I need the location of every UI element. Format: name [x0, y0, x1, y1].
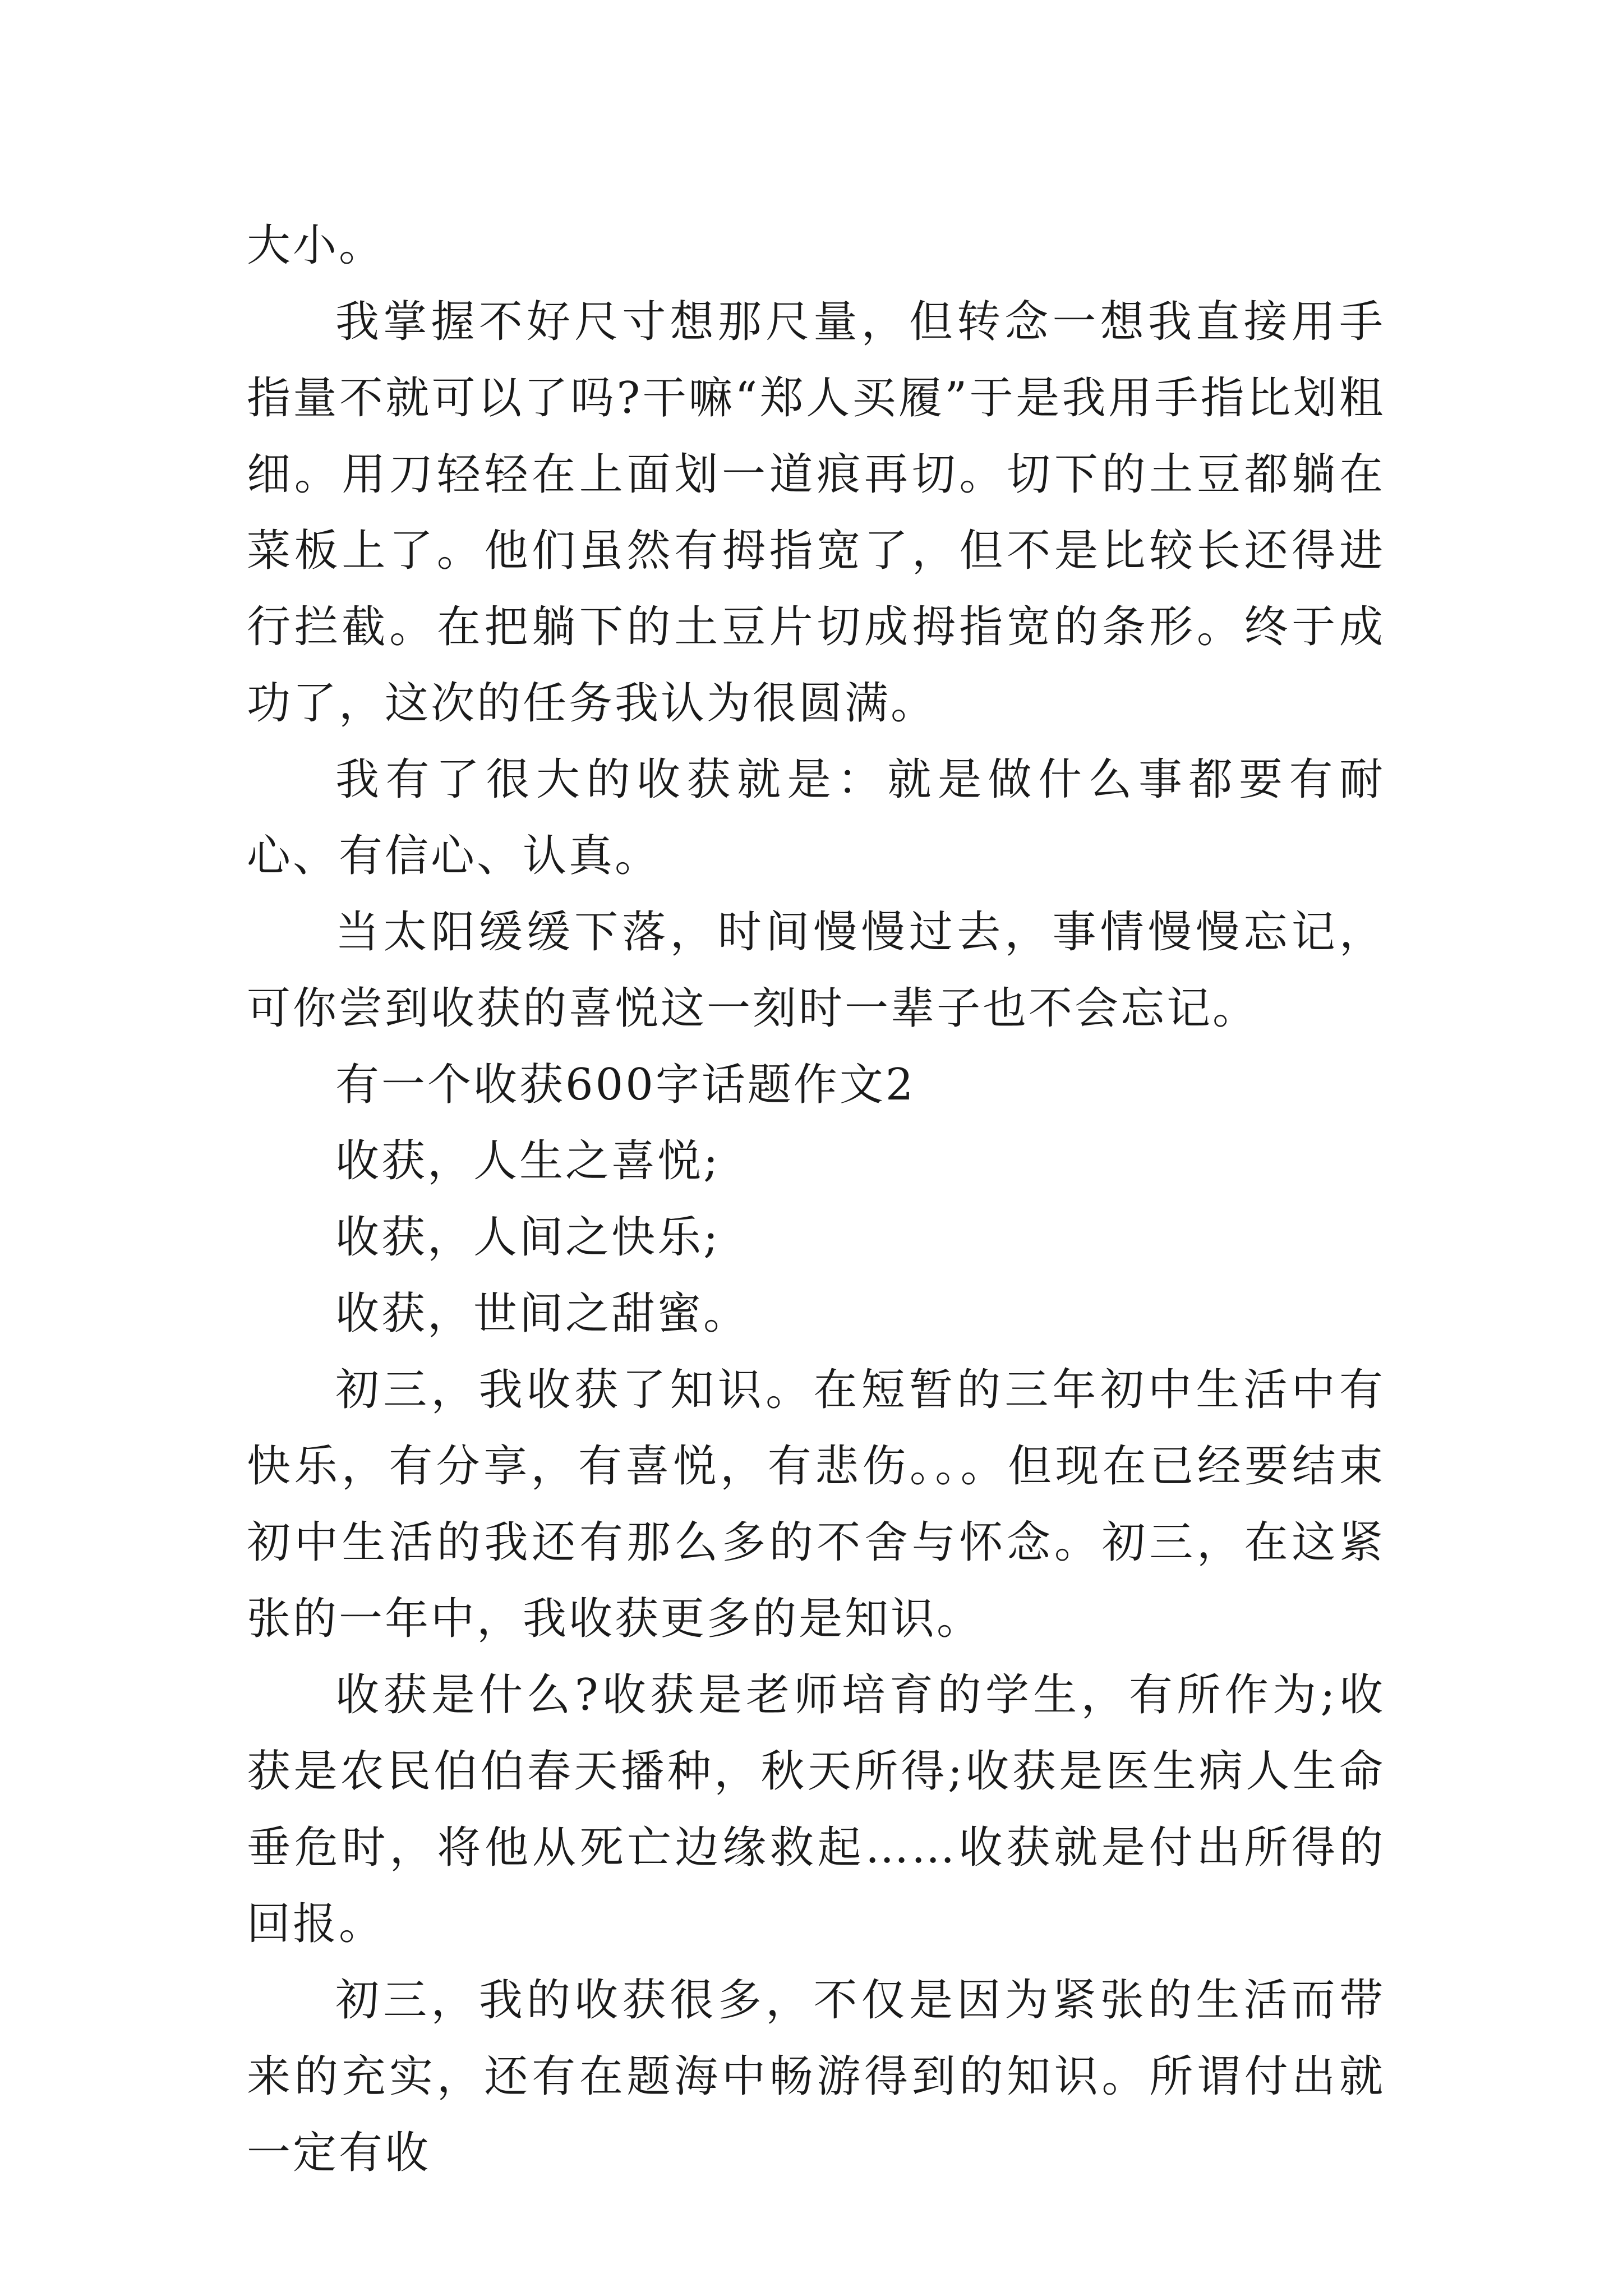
paragraph: 我有了很大的收获就是：就是做什么事都要有耐心、有信心、认真。 [247, 754, 1385, 881]
document-body [247, 208, 1385, 2191]
paragraph: 当太阳缓缓下落，时间慢慢过去，事情慢慢忘记，可你尝到收获的喜悦这一刻时一辈子也不会忘记。 [247, 907, 1385, 1034]
section-heading: 有一个收获600字话题作文2 [335, 1060, 916, 1110]
paragraph: 大小。 [247, 220, 385, 271]
paragraph: 收获，人生之喜悦; [335, 1136, 721, 1186]
paragraph: 收获，世间之甜蜜。 [335, 1289, 750, 1339]
paragraph: 初三，我收获了知识。在短暂的三年初中生活中有快乐，有分享，有喜悦，有悲伤。。。但现在已经要结束初中生活的我还有那么多的不舍与怀念。初三，在这紧张的一年中，我收获更多的是知识。 [247, 1365, 1385, 1644]
paragraph: 初三，我的收获很多，不仅是因为紧张的生活而带来的充实，还有在题海中畅游得到的知识。所谓付出就一定有收 [247, 1975, 1385, 2178]
paragraph: 收获是什么?收获是老师培育的学生，有所作为;收获是农民伯伯春天播种，秋天所得;收获是医生病人生命垂危时，将他从死亡边缘救起……收获就是付出所得的回报。 [247, 1670, 1385, 1949]
paragraph: 我掌握不好尺寸想那尺量，但转念一想我直接用手指量不就可以了吗?干嘛“郑人买履”于是我用手指比划粗细。用刀轻轻在上面划一道痕再切。切下的土豆都躺在菜板上了。他们虽然有拇指宽了，但不是比较长还得进行拦截。在把躺下的土豆片切成拇指宽的条形。终于成功了，这次的任务我认为很圆满。 [247, 297, 1385, 729]
paragraph: 收获，人间之快乐; [335, 1212, 721, 1263]
